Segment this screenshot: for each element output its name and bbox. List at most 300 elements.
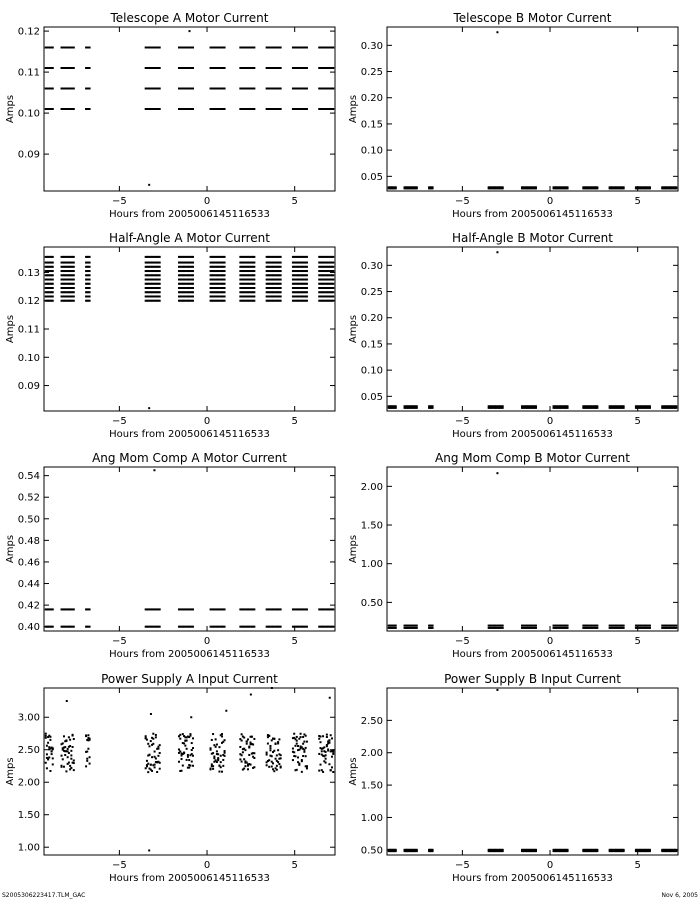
data-point [280, 300, 282, 302]
outlier-point [225, 710, 227, 712]
data-point [178, 761, 180, 763]
data-point [87, 734, 89, 736]
data-point [212, 768, 214, 770]
x-tick-label: 5 [634, 416, 641, 427]
x-tick-label: −5 [112, 636, 127, 647]
x-tick-label: 0 [546, 636, 554, 647]
data-point [89, 88, 91, 90]
data-point [159, 287, 161, 289]
data-point [159, 744, 161, 746]
data-point [221, 733, 223, 735]
data-point [218, 746, 220, 748]
data-point [328, 742, 330, 744]
ang-mom-comp-a-motor-current-chart [5, 451, 335, 660]
data-point [306, 256, 308, 258]
data-point [159, 768, 161, 770]
data-point [252, 744, 254, 746]
data-point [596, 849, 598, 851]
chart-title: Power Supply A Input Current [101, 672, 278, 686]
data-points [388, 689, 677, 852]
data-point [241, 740, 243, 742]
data-point [306, 266, 308, 268]
data-point [296, 743, 298, 745]
outlier-point [148, 849, 150, 851]
data-point [292, 748, 294, 750]
data-point [332, 283, 334, 285]
data-point [253, 287, 255, 289]
data-point [152, 738, 154, 740]
data-point [62, 742, 64, 744]
data-point [89, 626, 91, 628]
half-angle-a-motor-current-chart [5, 231, 335, 440]
data-point [224, 270, 226, 272]
y-tick-label: 0.09 [17, 149, 40, 161]
data-point [49, 736, 51, 738]
data-point [73, 262, 75, 264]
data-point [222, 765, 224, 767]
data-point [72, 746, 74, 748]
y-tick-label: 0.10 [17, 108, 40, 120]
data-point [68, 736, 70, 738]
data-point [649, 405, 651, 407]
data-point [280, 67, 282, 69]
data-point [253, 300, 255, 302]
data-point [395, 405, 397, 407]
data-point [280, 757, 282, 759]
data-point [253, 266, 255, 268]
data-point [46, 767, 48, 769]
data-point [253, 262, 255, 264]
x-tick-label: 5 [634, 860, 641, 871]
y-tick-label: 0.13 [17, 267, 40, 279]
data-point [73, 300, 75, 302]
data-point [649, 849, 651, 851]
data-point [224, 88, 226, 90]
data-point [69, 745, 71, 747]
y-tick-label: 0.25 [360, 287, 383, 299]
data-point [85, 765, 87, 767]
data-point [293, 733, 295, 735]
data-point [156, 771, 158, 773]
data-point [306, 287, 308, 289]
data-point [332, 262, 334, 264]
data-point [52, 266, 54, 268]
data-point [305, 755, 307, 757]
data-point [243, 737, 245, 739]
data-point [224, 608, 226, 610]
y-tick-label: 0.10 [360, 145, 383, 157]
data-point [67, 756, 69, 758]
data-point [221, 771, 223, 773]
data-point [192, 279, 194, 281]
data-point [269, 747, 271, 749]
outlier-point [250, 693, 252, 695]
data-point [89, 274, 91, 276]
data-point [221, 735, 223, 737]
y-tick-label: 0.20 [360, 93, 383, 105]
data-point [52, 256, 54, 258]
data-point [192, 737, 194, 739]
data-point [623, 186, 625, 188]
data-point [217, 753, 219, 755]
data-point [224, 750, 226, 752]
power-supply-b-input-current-chart [348, 672, 678, 884]
data-point [332, 47, 334, 49]
data-point [248, 747, 250, 749]
data-points [388, 472, 677, 629]
data-point [248, 754, 250, 756]
data-point [319, 736, 321, 738]
x-tick-label: 5 [291, 416, 298, 427]
data-point [332, 88, 334, 90]
data-point [159, 67, 161, 69]
data-point [276, 769, 278, 771]
x-tick-label: 5 [291, 196, 298, 207]
data-point [596, 627, 598, 629]
data-points [388, 251, 677, 409]
chart-title: Ang Mom Comp B Motor Current [435, 451, 630, 465]
data-point [294, 745, 296, 747]
data-point [623, 405, 625, 407]
data-point [244, 749, 246, 751]
data-point [332, 608, 334, 610]
y-tick-label: 3.00 [17, 712, 40, 724]
data-point [151, 770, 153, 772]
data-point [182, 765, 184, 767]
data-point [192, 626, 194, 628]
data-point [298, 764, 300, 766]
data-point [224, 108, 226, 110]
data-point [186, 740, 188, 742]
data-point [159, 266, 161, 268]
data-point [253, 47, 255, 49]
data-point [253, 88, 255, 90]
data-point [306, 88, 308, 90]
data-point [305, 735, 307, 737]
data-point [332, 266, 334, 268]
data-point [186, 759, 188, 761]
data-point [432, 627, 434, 629]
x-axis-label: Hours from 2005006145116533 [452, 649, 613, 660]
data-point [73, 295, 75, 297]
data-point [280, 287, 282, 289]
data-point [535, 186, 537, 188]
data-point [246, 740, 248, 742]
data-point [64, 746, 66, 748]
data-point [306, 767, 308, 769]
x-axis-label: Hours from 2005006145116533 [452, 429, 613, 440]
data-point [52, 608, 54, 610]
x-tick-label: 5 [634, 196, 641, 207]
data-point [535, 625, 537, 627]
data-point [52, 763, 54, 765]
data-point [52, 47, 54, 49]
data-point [649, 625, 651, 627]
data-point [276, 765, 278, 767]
data-point [52, 283, 54, 285]
data-point [69, 739, 71, 741]
x-tick-label: 0 [546, 416, 554, 427]
data-point [65, 740, 67, 742]
data-point [73, 287, 75, 289]
data-point [328, 763, 330, 765]
data-point [273, 738, 275, 740]
x-tick-label: −5 [112, 416, 127, 427]
data-point [147, 771, 149, 773]
data-point [191, 749, 193, 751]
data-point [272, 762, 274, 764]
data-point [154, 766, 156, 768]
data-point [306, 108, 308, 110]
data-point [52, 626, 54, 628]
data-point [302, 755, 304, 757]
data-point [184, 745, 186, 747]
data-point [325, 762, 327, 764]
data-point [73, 738, 75, 740]
data-point [73, 769, 75, 771]
y-tick-label: 1.50 [17, 810, 40, 822]
data-point [395, 625, 397, 627]
data-point [675, 849, 677, 851]
data-point [47, 742, 49, 744]
data-point [276, 754, 278, 756]
telescope-a-motor-current-chart [5, 11, 335, 220]
data-point [268, 735, 270, 737]
data-point [224, 283, 226, 285]
plot-frame [387, 247, 678, 411]
data-point [280, 295, 282, 297]
data-point [280, 108, 282, 110]
data-point [319, 741, 321, 743]
data-point [321, 769, 323, 771]
data-point [271, 755, 273, 757]
data-point [306, 67, 308, 69]
data-point [189, 765, 191, 767]
data-point [303, 749, 305, 751]
data-point [89, 291, 91, 293]
data-point [73, 279, 75, 281]
data-point [183, 752, 185, 754]
y-tick-label: 0.40 [17, 622, 40, 634]
outlier-point [496, 251, 498, 253]
data-point [73, 47, 75, 49]
data-point [271, 766, 273, 768]
generation-date-label: Nov 6, 2005 [661, 892, 698, 899]
data-point [280, 283, 282, 285]
data-point [623, 627, 625, 629]
data-point [280, 262, 282, 264]
data-point [224, 752, 226, 754]
data-point [192, 256, 194, 258]
outlier-point [148, 184, 150, 186]
data-point [277, 761, 279, 763]
data-point [224, 274, 226, 276]
y-axis-label: Amps [5, 314, 16, 344]
outlier-point [189, 30, 191, 32]
data-point [63, 766, 65, 768]
data-point [306, 283, 308, 285]
y-tick-label: 0.44 [17, 579, 40, 591]
data-point [45, 737, 47, 739]
data-point [675, 405, 677, 407]
y-tick-label: 0.05 [360, 171, 383, 183]
data-point [303, 751, 305, 753]
data-point [192, 300, 194, 302]
data-point [52, 279, 54, 281]
data-point [159, 608, 161, 610]
data-point [280, 608, 282, 610]
data-point [332, 108, 334, 110]
data-point [623, 625, 625, 627]
data-point [89, 763, 91, 765]
data-point [61, 755, 63, 757]
data-point [46, 753, 48, 755]
data-point [675, 625, 677, 627]
data-point [266, 752, 268, 754]
data-point [241, 733, 243, 735]
y-tick-label: 2.50 [360, 715, 383, 727]
data-point [52, 295, 54, 297]
data-point [271, 739, 273, 741]
data-point [535, 849, 537, 851]
data-point [253, 738, 255, 740]
data-point [306, 765, 308, 767]
data-point [73, 256, 75, 258]
data-point [502, 849, 504, 851]
x-tick-label: 5 [291, 636, 298, 647]
x-tick-label: 5 [634, 636, 641, 647]
data-point [192, 295, 194, 297]
data-point [49, 739, 51, 741]
data-point [192, 270, 194, 272]
data-point [192, 608, 194, 610]
data-point [326, 734, 328, 736]
data-point [280, 291, 282, 293]
chart-title: Telescope B Motor Current [453, 11, 612, 25]
data-point [306, 270, 308, 272]
data-point [73, 626, 75, 628]
data-point [319, 764, 321, 766]
data-point [395, 186, 397, 188]
outlier-point [150, 713, 152, 715]
data-point [243, 768, 245, 770]
data-point [253, 757, 255, 759]
y-tick-label: 0.05 [360, 391, 383, 403]
data-point [89, 738, 91, 740]
y-tick-label: 1.50 [360, 780, 383, 792]
data-point [306, 295, 308, 297]
data-point [73, 283, 75, 285]
x-tick-label: 0 [546, 196, 554, 207]
data-point [432, 186, 434, 188]
data-point [224, 266, 226, 268]
data-point [331, 756, 333, 758]
data-point [301, 759, 303, 761]
data-point [148, 754, 150, 756]
data-point [52, 270, 54, 272]
plot-frame [44, 467, 335, 631]
data-point [216, 750, 218, 752]
data-point [217, 758, 219, 760]
data-point [52, 287, 54, 289]
data-point [432, 405, 434, 407]
data-point [52, 291, 54, 293]
data-point [192, 274, 194, 276]
data-point [192, 47, 194, 49]
data-point [327, 748, 329, 750]
data-point [297, 745, 299, 747]
data-point [416, 849, 418, 851]
data-point [159, 279, 161, 281]
data-points [45, 30, 334, 186]
data-point [192, 67, 194, 69]
data-point [210, 768, 212, 770]
data-point [73, 270, 75, 272]
data-point [253, 608, 255, 610]
data-point [302, 743, 304, 745]
data-point [52, 108, 54, 110]
power-supply-a-input-current-chart [5, 672, 335, 884]
data-point [280, 754, 282, 756]
y-tick-label: 0.50 [360, 845, 383, 857]
x-tick-label: 0 [546, 860, 554, 871]
chart-title: Half-Angle A Motor Current [109, 231, 270, 245]
data-point [296, 769, 298, 771]
data-point [157, 748, 159, 750]
data-point [73, 88, 75, 90]
data-point [322, 735, 324, 737]
data-point [306, 741, 308, 743]
y-tick-label: 0.11 [17, 324, 40, 336]
data-point [332, 753, 334, 755]
data-points [45, 469, 334, 627]
data-point [325, 758, 327, 760]
data-point [502, 405, 504, 407]
data-point [273, 750, 275, 752]
data-point [192, 262, 194, 264]
data-point [73, 67, 75, 69]
x-tick-label: 0 [203, 636, 211, 647]
data-point [432, 625, 434, 627]
data-point [306, 279, 308, 281]
y-tick-label: 0.30 [360, 40, 383, 52]
data-point [247, 738, 249, 740]
plot-frame [44, 688, 335, 855]
data-point [192, 747, 194, 749]
data-point [241, 754, 243, 756]
data-point [300, 733, 302, 735]
data-point [45, 733, 47, 735]
x-tick-label: −5 [455, 636, 470, 647]
data-point [332, 274, 334, 276]
data-point [70, 754, 72, 756]
data-point [220, 755, 222, 757]
data-point [89, 262, 91, 264]
data-point [224, 295, 226, 297]
data-point [243, 758, 245, 760]
data-point [147, 743, 149, 745]
data-point [187, 756, 189, 758]
data-point [224, 47, 226, 49]
data-point [145, 735, 147, 737]
data-point [67, 748, 69, 750]
data-point [567, 627, 569, 629]
data-point [266, 764, 268, 766]
data-point [218, 771, 220, 773]
data-point [150, 740, 152, 742]
data-point [73, 108, 75, 110]
data-point [179, 738, 181, 740]
